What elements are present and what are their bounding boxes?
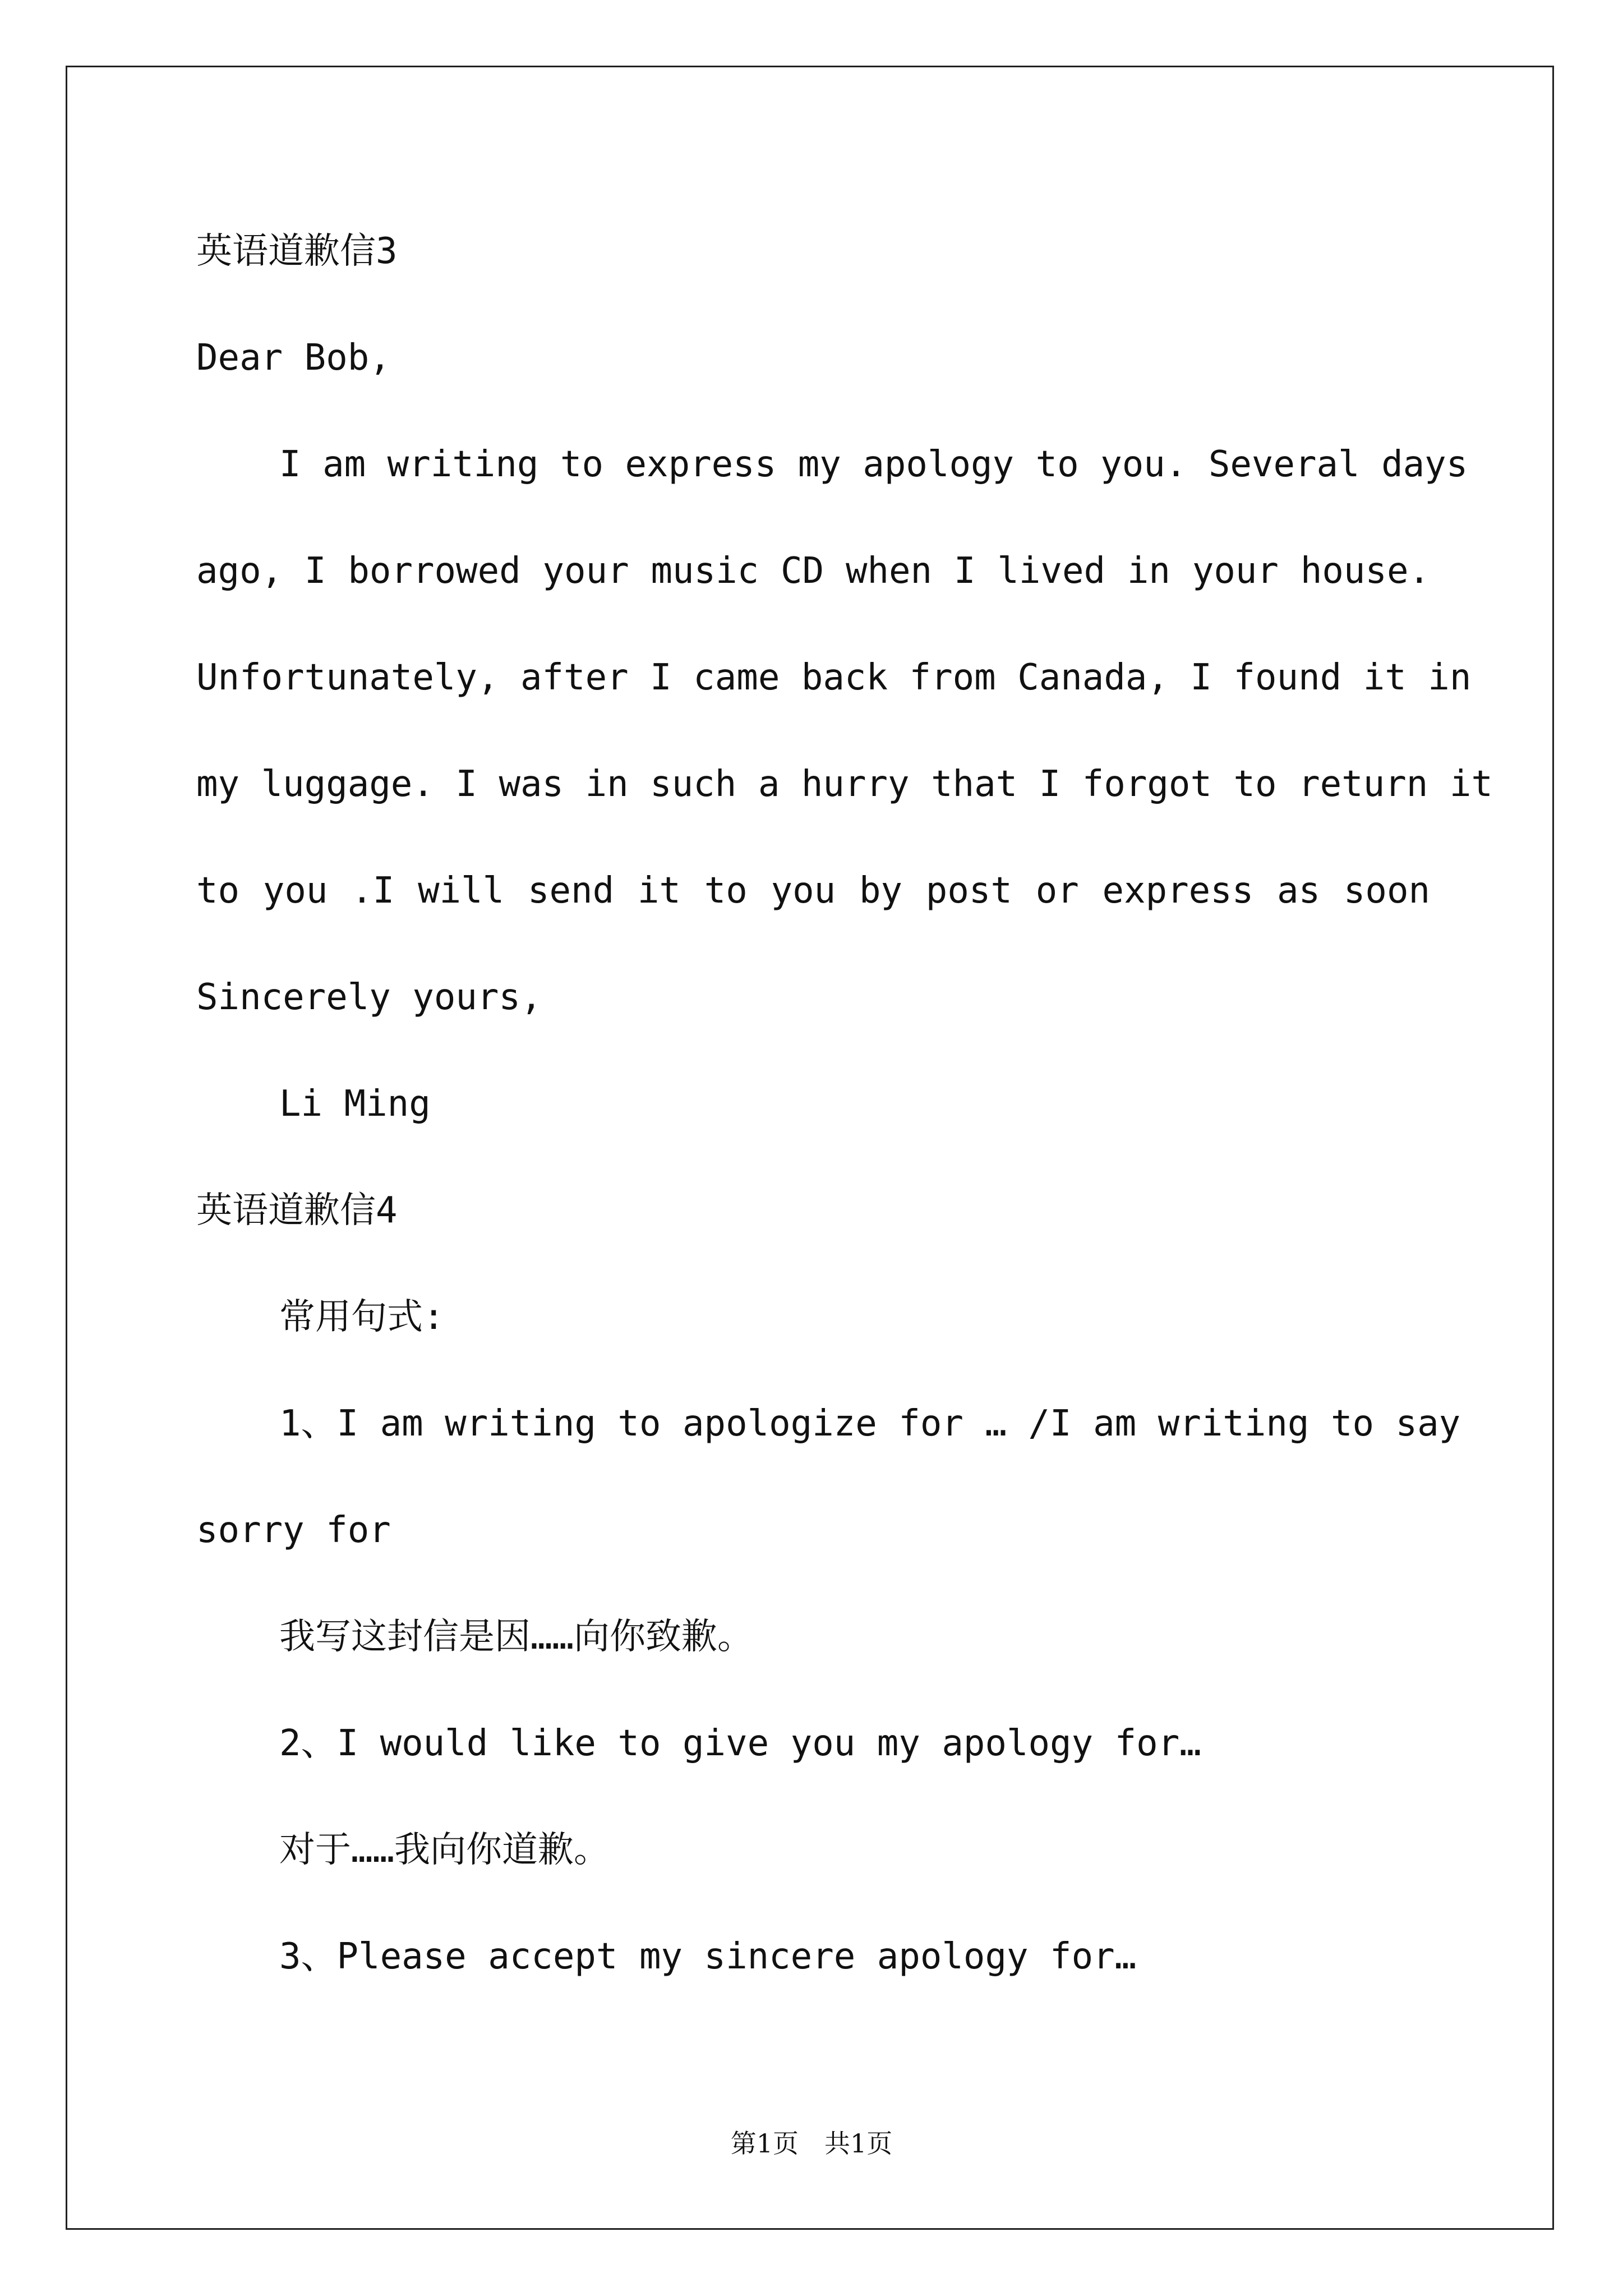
heading-letter-4: 英语道歉信4 bbox=[196, 1190, 398, 1231]
phrase-3: 3、Please accept my sincere apology for… bbox=[279, 1936, 1137, 1977]
body-line-1: I am writing to express my apology to you. Several days bbox=[279, 444, 1468, 485]
phrase-2-translation: 对于……我向你道歉。 bbox=[279, 1829, 610, 1871]
body-line-5: to you .I will send it to you by post or express as soon bbox=[196, 870, 1430, 912]
body-line-4: my luggage. I was in such a hurry that I forgot to return it bbox=[196, 763, 1493, 805]
body-line-2: ago, I borrowed your music CD when I lived in your house. bbox=[196, 550, 1430, 592]
phrase-1-continued: sorry for bbox=[196, 1510, 391, 1551]
closing: Sincerely yours, bbox=[196, 977, 542, 1018]
body-line-3: Unfortunately, after I came back from Canada, I found it in bbox=[196, 657, 1472, 698]
heading-letter-3: 英语道歉信3 bbox=[196, 231, 398, 272]
salutation: Dear Bob, bbox=[196, 337, 391, 379]
section-label: 常用句式: bbox=[279, 1296, 445, 1338]
phrase-1-translation: 我写这封信是因……向你致歉。 bbox=[279, 1616, 754, 1658]
page-number: 第1页 共1页 bbox=[730, 2128, 893, 2159]
signature: Li Ming bbox=[279, 1083, 431, 1125]
phrase-2: 2、I would like to give you my apology for… bbox=[279, 1723, 1201, 1764]
phrase-1: 1、I am writing to apologize for … /I am writing to say bbox=[279, 1403, 1461, 1444]
